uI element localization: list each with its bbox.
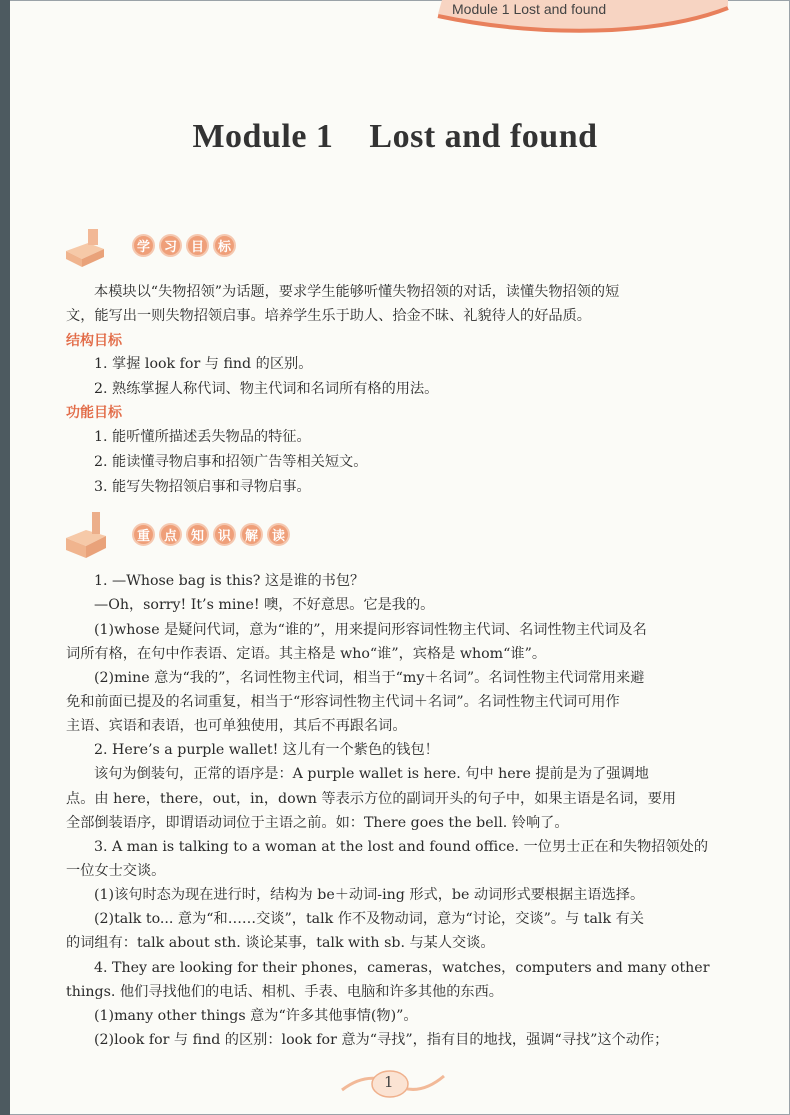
- running-header: Module 1 Lost and found: [452, 1, 607, 17]
- intro-line: 本模块以“失物招领”为话题，要求学生能够听懂失物招领的对话，读懂失物招领的短: [94, 284, 620, 300]
- function-heading: 功能目标: [66, 405, 122, 421]
- body-line: things. 他们寻找他们的电话、相机、手表、电脑和许多其他的东西。: [66, 984, 503, 1000]
- badge-char: 点: [159, 523, 182, 546]
- section-heading-objectives: [62, 223, 262, 269]
- function-item: 3. 能写失物招领启事和寻物启事。: [94, 479, 311, 495]
- badge-char: 识: [213, 523, 236, 546]
- body-line: 主语、宾语和表语，也可单独使用，其后不再跟名词。: [66, 718, 407, 734]
- body-line: (2)talk to... 意为“和……交谈”，talk 作不及物动词，意为“讨论，交谈”。与 talk 有关: [94, 911, 644, 927]
- badge-char: 标: [213, 234, 236, 257]
- section-badges: [132, 523, 290, 546]
- body-line: (1)whose 是疑问代词，意为“谁的”，用来提问形容词性物主代词、名词性物主代词及名: [94, 622, 647, 638]
- body-line: (1)该句时态为现在进行时，结构为 be＋动词-ing 形式，be 动词形式要根据主语选择。: [94, 887, 645, 903]
- page-title: Module 1 Lost and found: [192, 118, 598, 155]
- body-line: 词所有格，在句中作表语、定语。其主格是 who“谁”，宾格是 whom“谁”。: [66, 646, 547, 662]
- body-line: 一位女士交谈。: [66, 863, 166, 879]
- body-line: 4. They are looking for their phones，cameras，watches，computers and many other: [94, 960, 710, 976]
- structure-heading: 结构目标: [66, 333, 122, 349]
- body-line: (1)many other things 意为“许多其他事情(物)”。: [94, 1008, 418, 1024]
- body-line: 2. Here’s a purple wallet! 这儿有一个紫色的钱包！: [94, 742, 439, 758]
- intro-line: 文，能写出一则失物招领启事。培养学生乐于助人、拾金不昧、礼貌待人的好品质。: [66, 308, 591, 324]
- body-line: (2)look for 与 find 的区别：look for 意为“寻找”，指有目的地找，强调“寻找”这个动作；: [94, 1032, 669, 1048]
- section-heading-key-points: [62, 512, 322, 558]
- function-item: 1. 能听懂所描述丢失物品的特征。: [94, 429, 311, 445]
- chair-desk-icon: [62, 508, 114, 560]
- body-line: 全部倒装语序，即谓语动词位于主语之前。如：There goes the bell. 铃响了。: [66, 815, 569, 831]
- body-line: (2)mine 意为“我的”，名词性物主代词，相当于“my＋名词”。名词性物主代词常用来避: [94, 670, 645, 686]
- badge-char: 学: [132, 234, 155, 257]
- badge-char: 习: [159, 234, 182, 257]
- body-line: —Oh，sorry! It’s mine! 噢，不好意思。它是我的。: [94, 597, 435, 613]
- book-spine: [0, 0, 10, 1115]
- badge-char: 读: [267, 523, 290, 546]
- structure-item: 2. 熟练掌握人称代词、物主代词和名词所有格的用法。: [94, 381, 439, 397]
- body-line: 点。由 here，there，out，in，down 等表示方位的副词开头的句子中，如果主语是名词，要用: [66, 791, 677, 807]
- badge-char: 目: [186, 234, 209, 257]
- page-number: 1: [384, 1073, 394, 1091]
- structure-item: 1. 掌握 look for 与 find 的区别。: [94, 356, 313, 372]
- body-line: 1. —Whose bag is this? 这是谁的书包？: [94, 573, 365, 589]
- body-line: 免和前面已提及的名词重复，相当于“形容词性物主代词＋名词”。名词性物主代词可用作: [66, 694, 620, 710]
- body-line: 3. A man is talking to a woman at the lost and found office. 一位男士正在和失物招领处的: [94, 839, 709, 855]
- section-badges: [132, 234, 236, 257]
- body-line: 的词组有：talk about sth. 谈论某事，talk with sb. 与某人交谈。: [66, 935, 495, 951]
- badge-char: 知: [186, 523, 209, 546]
- desk-icon: [62, 223, 108, 269]
- function-item: 2. 能读懂寻物启事和招领广告等相关短文。: [94, 454, 368, 470]
- badge-char: 重: [132, 523, 155, 546]
- body-line: 该句为倒装句，正常的语序是：A purple wallet is here. 句中 here 提前是为了强调地: [94, 766, 649, 782]
- badge-char: 解: [240, 523, 263, 546]
